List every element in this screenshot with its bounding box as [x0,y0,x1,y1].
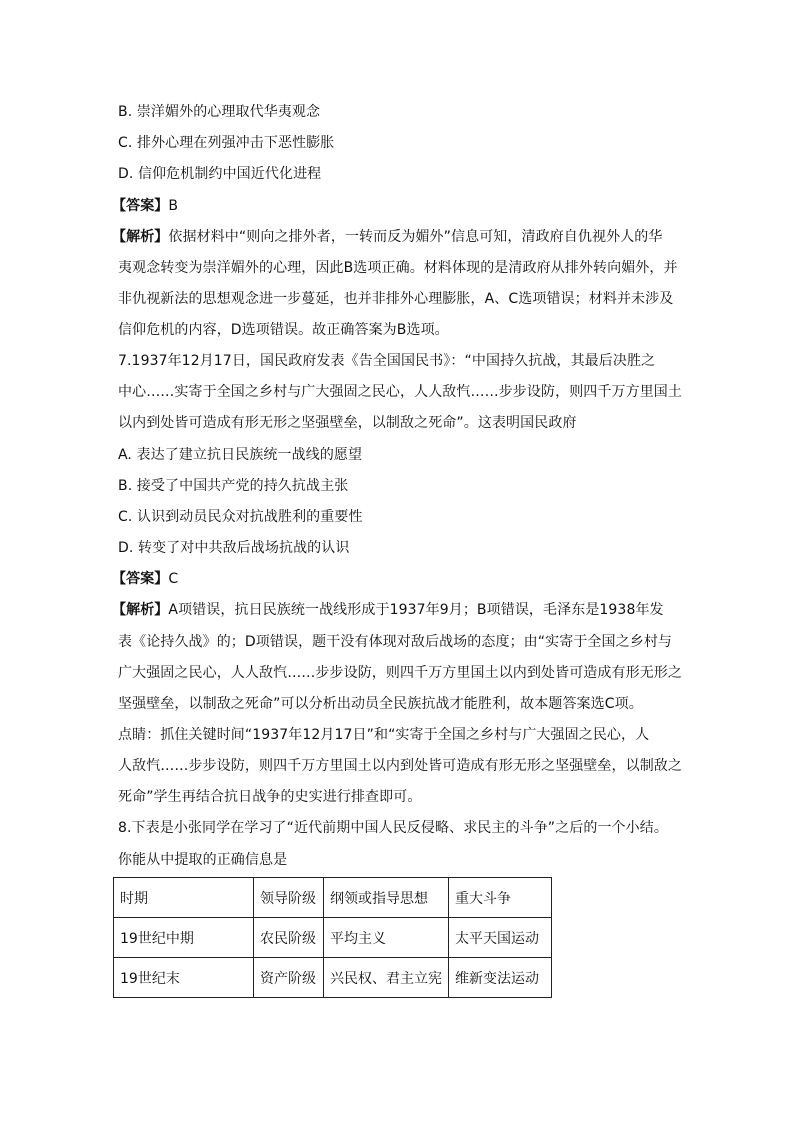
q7-tip-line-1: 点睛：抓住关键时间“1937年12月17日”和“实寄于全国之乡村与广大强固之民心，人 [118,727,650,743]
table-header-row [114,878,552,918]
q8-stem-line-2: 你能从中提取的正确信息是 [118,852,288,868]
table-row [114,918,552,958]
q6-analysis-line-2: 夷观念转变为崇洋媚外的心理，因此B选项正确。材料体现的是清政府从排外转向媚外，并 [118,260,678,276]
q7-analysis-line-4: 坚强壁垒，以制敌之死命”可以分析出动员全民族抗战才能胜利，故本题答案选C项。 [118,696,643,712]
table-cell: 19世纪末 [114,958,254,998]
table-header-cell: 重大斗争 [449,878,552,918]
table-cell: 19世纪中期 [114,918,254,958]
q7-answer [112,569,178,589]
q6-option-c: C. 排外心理在列强冲击下恶性膨胀 [118,135,335,151]
table-cell: 维新变法运动 [449,958,552,998]
table-header-cell: 纲领或指导思想 [324,878,449,918]
table-header-cell: 领导阶级 [254,878,324,918]
q6-answer [112,196,178,216]
table-cell: 平均主义 [324,918,449,958]
q7-analysis-line-1: 【解析】A项错误，抗日民族统一战线形成于1937年9月；B项错误，毛泽东是1938年发 [112,602,664,618]
q7-analysis-line-2: 表《论持久战》的；D项错误，题干没有体现对敌后战场的态度；由“实寄于全国之乡村与 [118,634,673,650]
q7-tip-line-2: 人敌忾……步步设防，则四千万方里国土以内到处皆可造成有形无形之坚强壁垒，以制敌之 [118,758,682,774]
answer-label: 【答案】 [112,571,169,587]
table-cell: 兴民权、君主立宪 [324,958,449,998]
analysis-label: 【解析】 [112,602,169,618]
answer-label: 【答案】 [112,198,169,214]
table-cell: 资产阶级 [254,958,324,998]
summary-table [113,877,552,998]
q7-option-b: B. 接受了中国共产党的持久抗战主张 [118,478,349,494]
q7-option-c: C. 认识到动员民众对抗战胜利的重要性 [118,509,363,525]
q6-option-d: D. 信仰危机制约中国近代化进程 [118,166,322,182]
answer-value: C [168,571,179,587]
q7-option-d: D. 转变了对中共敌后战场抗战的认识 [118,540,350,556]
q7-analysis-line-3: 广大强固之民心，人人敌忾……步步设防，则四千万方里国土以内到处皆可造成有形无形之 [118,665,682,681]
table-row [114,958,552,998]
table-header-cell: 时期 [114,878,254,918]
q7-stem-line-1: 7.1937年12月17日，国民政府发表《告全国国民书》：“中国持久抗战，其最后决胜之 [118,353,656,369]
q6-analysis-line-1: 【解析】依据材料中“则向之排外者，一转而反为媚外”信息可知，清政府自仇视外人的华 [112,229,663,245]
answer-value: B [168,198,179,214]
table-cell: 农民阶级 [254,918,324,958]
q6-analysis-line-4: 信仰危机的内容，D选项错误。故正确答案为B选项。 [118,322,449,338]
table-cell: 太平天国运动 [449,918,552,958]
q7-stem-line-3: 以内到处皆可造成有形无形之坚强壁垒，以制敌之死命”。这表明国民政府 [118,415,577,431]
q6-analysis-line-3: 非仇视新法的思想观念进一步蔓延，也并非排外心理膨胀，A、C选项错误；材料并未涉及 [118,291,674,307]
q7-option-a: A. 表达了建立抗日民族统一战线的愿望 [118,447,363,463]
q8-stem-line-1: 8.下表是小张同学在学习了“近代前期中国人民反侵略、求民主的斗争”之后的一个小结。 [118,820,668,836]
q6-option-b: B. 崇洋媚外的心理取代华夷观念 [118,104,321,120]
analysis-label: 【解析】 [112,229,169,245]
q7-tip-line-3: 死命”学生再结合抗日战争的史实进行排查即可。 [118,789,422,805]
q7-stem-line-2: 中心……实寄于全国之乡村与广大强固之民心，人人敌忾……步步设防，则四千万方里国土 [118,384,682,400]
